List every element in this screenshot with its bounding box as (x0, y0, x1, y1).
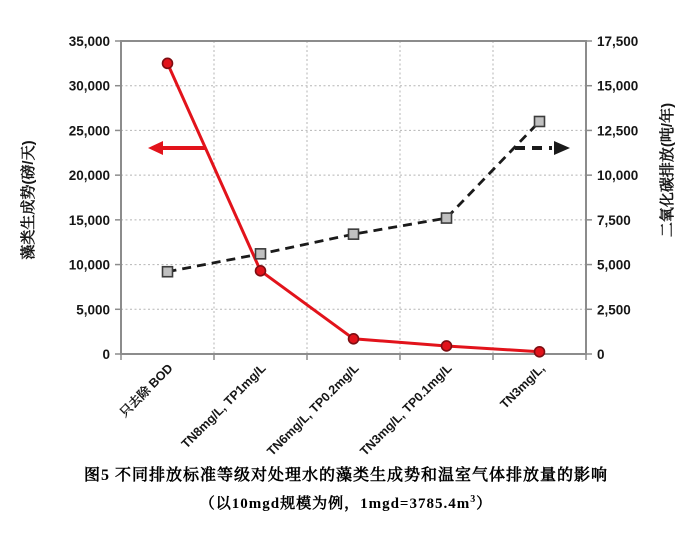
algae-data-point (349, 334, 359, 344)
left-axis-tick-label: 20,000 (68, 168, 110, 184)
left-axis-tick-label: 5,000 (76, 302, 110, 318)
left-axis-tick-label: 25,000 (68, 123, 110, 139)
caption-title: 图5 不同排放标准等级对处理水的藻类生成势和温室气体排放量的影响 (83, 467, 608, 484)
left-axis-tick-label: 30,000 (68, 78, 110, 94)
algae-data-point (535, 347, 545, 357)
category-label: TN8mg/L, TP1mg/L (178, 361, 269, 452)
right-axis-tick-label: 12,500 (597, 123, 639, 139)
caption-note (0, 492, 692, 513)
arrow-left-icon (148, 141, 163, 155)
right-axis-tick-label: 2,500 (597, 302, 631, 318)
tick-marks (115, 41, 592, 360)
left-axis-tick-label: 15,000 (68, 212, 110, 228)
algae-series-markers (163, 58, 545, 356)
algae-data-point (163, 58, 173, 68)
co2-data-point (349, 229, 359, 239)
co2-data-point (163, 267, 173, 277)
category-label: TN3mg/L, TP0.1mg/L (357, 361, 455, 459)
caption-note-text: （以10mgd规模为例，1mgd=3785.4m (199, 496, 471, 512)
figure-caption (0, 462, 692, 513)
algae-data-point (256, 266, 266, 276)
right-arrow-annotation (515, 141, 570, 155)
right-axis-tick-label: 17,500 (597, 34, 639, 49)
right-axis-tick-label: 7,500 (597, 212, 631, 228)
algae-series-line (168, 63, 540, 351)
right-axis-tick-label: 5,000 (597, 257, 631, 273)
category-label: 只去除 BOD (117, 361, 176, 420)
right-axis-tick-label: 0 (597, 347, 605, 362)
right-axis-title: 二氧化碳排放(吨/年) (659, 102, 676, 238)
plot-frame (121, 41, 586, 354)
left-axis-title: 藻类生成势(磅/天) (20, 140, 37, 260)
left-arrow-annotation (148, 141, 206, 155)
category-label: TN6mg/L, TP0.2mg/L (264, 361, 362, 459)
co2-series-line (168, 121, 540, 271)
gridlines (121, 41, 586, 354)
category-label: TN3mg/L, (497, 361, 548, 412)
arrow-right-icon (554, 141, 570, 155)
co2-data-point (535, 116, 545, 126)
co2-data-point (442, 213, 452, 223)
caption-superscript: 3 (470, 494, 477, 505)
left-axis-tick-label: 10,000 (68, 257, 110, 273)
left-axis-tick-label: 35,000 (68, 34, 110, 49)
co2-data-point (256, 249, 266, 259)
right-axis-tick-label: 10,000 (597, 168, 639, 184)
algae-data-point (442, 341, 452, 351)
right-axis-tick-label: 15,000 (597, 78, 639, 94)
co2-series-markers (163, 116, 545, 276)
caption-note-close: ） (476, 496, 493, 512)
left-axis-tick-label: 0 (102, 347, 110, 362)
